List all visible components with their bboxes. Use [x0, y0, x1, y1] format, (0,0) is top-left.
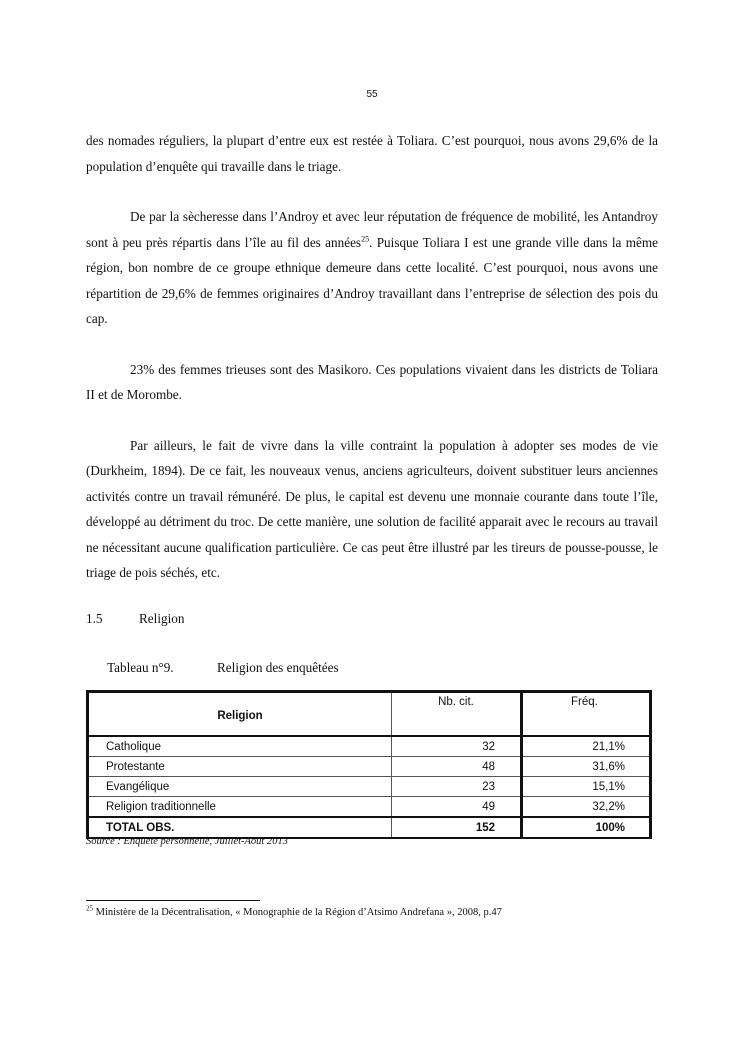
- section-heading: [86, 611, 184, 627]
- row-frequency: 32,2%: [522, 797, 651, 818]
- footnote-number: 25: [86, 904, 93, 913]
- row-label: Catholique: [88, 736, 392, 757]
- total-label: TOTAL OBS.: [88, 817, 392, 838]
- table-row: [88, 736, 651, 757]
- row-count: 23: [392, 777, 522, 797]
- row-count: 48: [392, 757, 522, 777]
- paragraph-2-text-b: . Puisque Toliara I est une grande ville dans la même région, bon nombre de ce groupe ethnique demeure dans cette localité. C’est pourquoi, nous avons une répartition de 29,6% de femmes originaires d’Androy travaillant dans l’entreprise de sélection des pois du cap.: [86, 234, 658, 326]
- header-religion: Religion: [88, 692, 392, 737]
- row-label: Religion traditionnelle: [88, 797, 392, 818]
- footnote-text: Ministère de la Décentralisation, « Monographie de la Région d’Atsimo Andrefana », 2008, p.47: [95, 907, 502, 918]
- row-frequency: 21,1%: [522, 736, 651, 757]
- table-header-row: [88, 692, 651, 737]
- paragraph-1: des nomades réguliers, la plupart d’entre eux est restée à Toliara. C’est pourquoi, nous avons 29,6% de la population d’enquête qui travaille dans le triage.: [86, 133, 658, 174]
- table-caption-number: Tableau n°9.: [107, 660, 174, 675]
- header-frequency: Fréq.: [522, 692, 651, 737]
- row-frequency: 31,6%: [522, 757, 651, 777]
- row-label: Protestante: [88, 757, 392, 777]
- footnote: [86, 904, 502, 918]
- total-count: 152: [392, 817, 522, 838]
- row-frequency: 15,1%: [522, 777, 651, 797]
- religion-table: [86, 690, 652, 839]
- table-caption-title: Religion des enquêtées: [217, 660, 339, 675]
- table-row: [88, 797, 651, 818]
- section-number: 1.5: [86, 611, 103, 626]
- row-label: Evangélique: [88, 777, 392, 797]
- table-caption: [107, 660, 339, 676]
- row-count: 32: [392, 736, 522, 757]
- footnote-divider: [86, 900, 260, 901]
- header-count: Nb. cit.: [392, 692, 522, 737]
- section-title: Religion: [139, 611, 185, 626]
- table-source: Source : Enquête personnelle, Juillet-Août 2013: [86, 836, 288, 847]
- footnote-reference: 25: [361, 234, 370, 244]
- row-count: 49: [392, 797, 522, 818]
- body-text: [86, 128, 658, 586]
- paragraph-4: Par ailleurs, le fait de vivre dans la ville contraint la population à adopter ses modes de vie (Durkheim, 1894). De ce fait, les nouveaux venus, anciens agriculteurs, doivent substituer leurs anciennes activités contre un travail rémunéré. De plus, le capital est devenu une monnaie courante dans toute l’île, développé au détriment du troc. De cette manière, une solution de facilité apparait avec le recours au travail ne nécessitant aucune qualification particulière. Ce cas peut être illustré par les tireurs de pousse-pousse, le triage de pois séchés, etc.: [86, 437, 658, 580]
- paragraph-2: [86, 204, 658, 332]
- paragraph-3: 23% des femmes trieuses sont des Masikoro. Ces populations vivaient dans les districts de Toliara II et de Morombe.: [86, 361, 658, 402]
- total-frequency: 100%: [522, 817, 651, 838]
- table-row: [88, 777, 651, 797]
- paragraph-2-text-a: De par la sècheresse dans l’Androy et avec leur réputation de fréquence de mobilité, les Antandroy sont à peu près répartis dans l’île au fil des années: [86, 209, 658, 250]
- table-total-row: [88, 817, 651, 838]
- page-number: 55: [366, 89, 378, 100]
- table-row: [88, 757, 651, 777]
